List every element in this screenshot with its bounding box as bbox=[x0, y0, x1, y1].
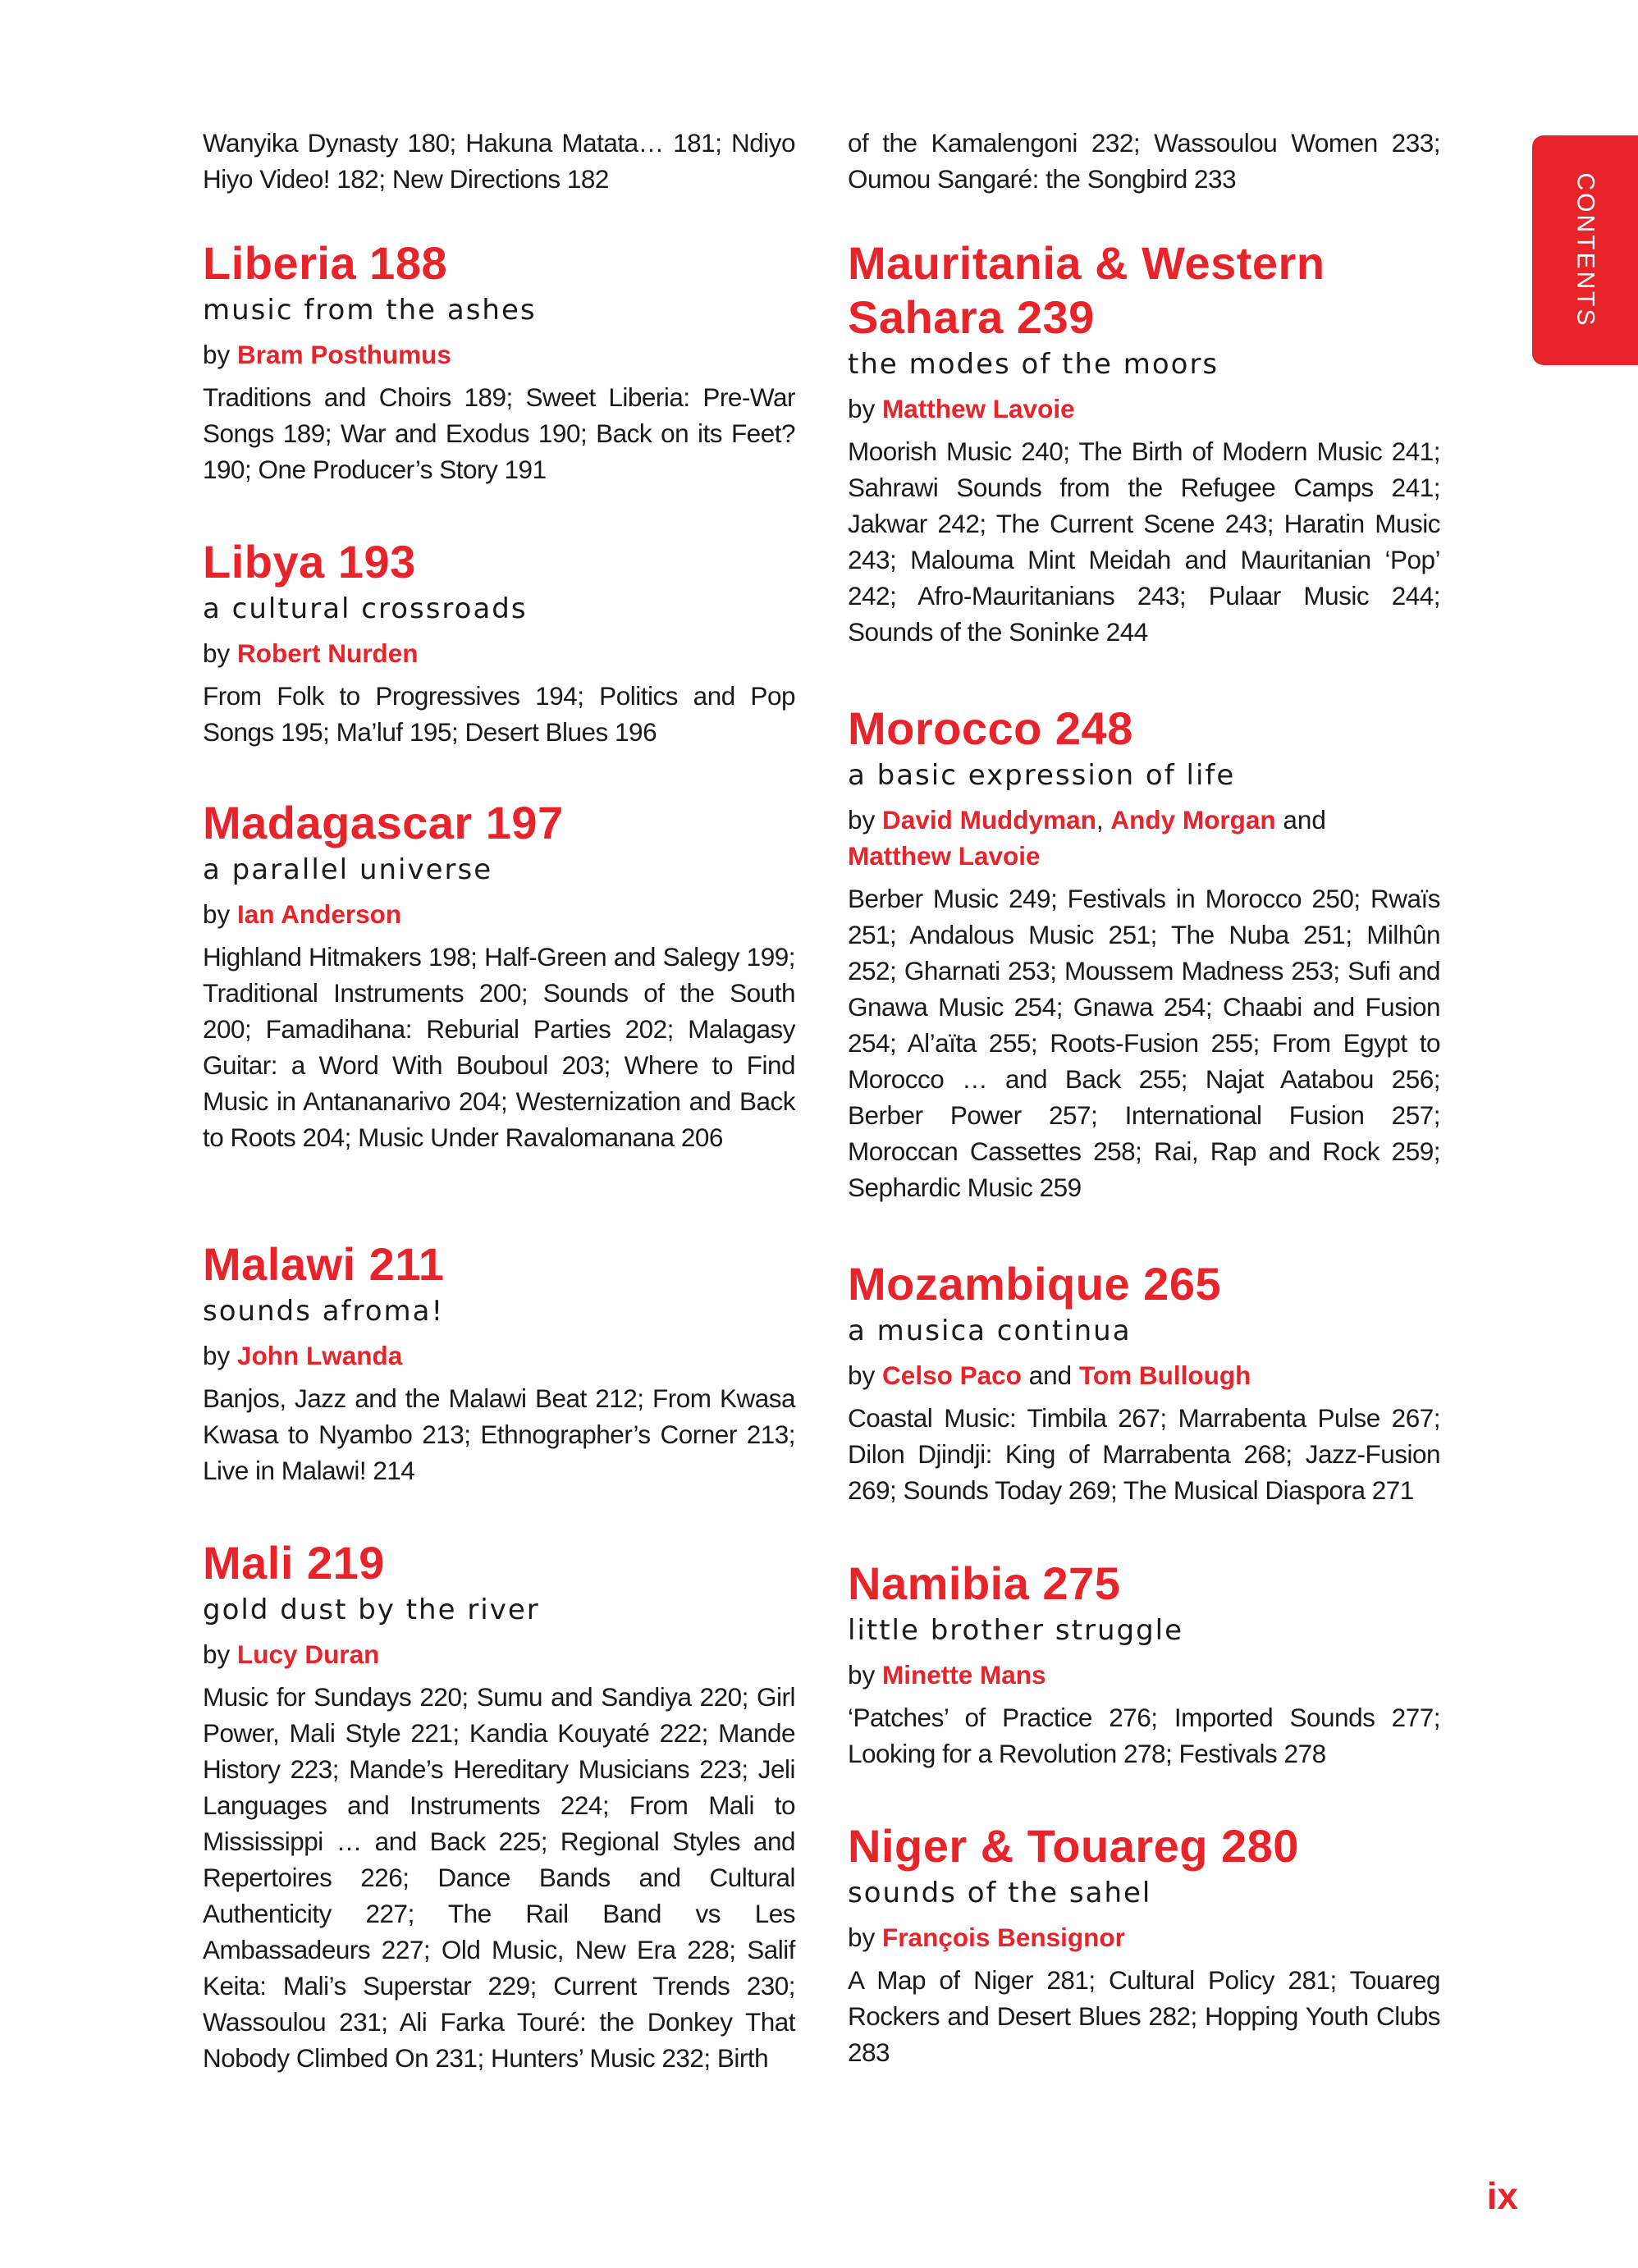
byline bbox=[203, 635, 795, 671]
author-name: David Muddyman bbox=[882, 805, 1096, 834]
chapter-contents: A Map of Niger 281; Cultural Policy 281; Touareg Rockers and Desert Blues 282; Hopping Youth Clubs 283 bbox=[848, 1965, 1440, 2067]
entry-madagascar bbox=[203, 796, 795, 1155]
page-number: ix bbox=[1486, 2174, 1518, 2217]
author-name: Andy Morgan bbox=[1110, 805, 1276, 834]
by-label: by bbox=[203, 340, 231, 369]
chapter-title[interactable]: Morocco 248 bbox=[848, 702, 1133, 754]
chapter-title[interactable] bbox=[848, 236, 1440, 345]
entry-malawi bbox=[203, 1237, 795, 1488]
chapter-title[interactable]: Namibia 275 bbox=[848, 1557, 1121, 1609]
author-name: Celso Paco bbox=[882, 1360, 1022, 1390]
chapter-subtitle: sounds afroma! bbox=[203, 1295, 445, 1328]
author-name: Matthew Lavoie bbox=[848, 841, 1041, 871]
chapter-title[interactable]: Libya 193 bbox=[203, 536, 416, 588]
entry-namibia bbox=[848, 1557, 1440, 1772]
entry-mali bbox=[203, 1536, 795, 2076]
by-label: by bbox=[848, 394, 876, 423]
author-name: Tom Bullough bbox=[1078, 1360, 1251, 1390]
entry-niger-touareg bbox=[848, 1819, 1440, 2070]
chapter-contents: From Folk to Progressives 194; Politics and Pop Songs 195; Ma’luf 195; Desert Blues 196 bbox=[203, 681, 795, 747]
author-name: John Lwanda bbox=[237, 1341, 403, 1370]
entry-morocco bbox=[848, 702, 1440, 1205]
chapter-subtitle: music from the ashes bbox=[203, 294, 537, 327]
chapter-title[interactable]: Niger & Touareg 280 bbox=[848, 1820, 1299, 1872]
chapter-subtitle: little brother struggle bbox=[848, 1614, 1184, 1647]
chapter-subtitle: sounds of the sahel bbox=[848, 1877, 1152, 1909]
author-name: Bram Posthumus bbox=[237, 340, 451, 369]
entry-libya bbox=[203, 535, 795, 750]
continued-contents: Wanyika Dynasty 180; Hakuna Matata… 181; Ndiyo Hiyo Video! 182; New Directions 182 bbox=[203, 128, 795, 194]
contents-tab[interactable] bbox=[1532, 135, 1638, 365]
by-label: by bbox=[203, 899, 231, 929]
byline bbox=[203, 336, 795, 373]
byline bbox=[203, 896, 795, 932]
author-name: François Bensignor bbox=[882, 1923, 1125, 1952]
byline bbox=[203, 1337, 795, 1374]
author-name: Ian Anderson bbox=[237, 899, 402, 929]
chapter-title-line-1: Mauritania & Western bbox=[848, 237, 1325, 289]
by-label: by bbox=[848, 805, 876, 834]
chapter-title-line-2: Sahara 239 bbox=[848, 291, 1095, 343]
byline bbox=[848, 802, 1440, 874]
chapter-contents: Traditions and Choirs 189; Sweet Liberia: Pre-War Songs 189; War and Exodus 190; Back on its Feet? 190; One Producer’s Story 191 bbox=[203, 382, 795, 484]
byline bbox=[203, 1636, 795, 1672]
by-label: by bbox=[848, 1923, 876, 1952]
by-label: by bbox=[203, 1639, 231, 1669]
by-label: by bbox=[203, 638, 231, 668]
and-label: and bbox=[1028, 1360, 1073, 1390]
chapter-contents: Coastal Music: Timbila 267; Marrabenta Pulse 267; Dilon Djindji: King of Marrabenta 268; Jazz-Fusion 269; Sounds Today 269; The Musical Diaspora 271 bbox=[848, 1403, 1440, 1505]
byline bbox=[848, 391, 1440, 427]
author-name: Robert Nurden bbox=[237, 638, 419, 668]
by-label: by bbox=[848, 1660, 876, 1690]
chapter-subtitle: a cultural crossroads bbox=[203, 592, 528, 625]
chapter-title[interactable]: Malawi 211 bbox=[203, 1238, 445, 1290]
contents-tab-label: CONTENTS bbox=[1572, 172, 1599, 328]
byline bbox=[848, 1357, 1440, 1393]
by-label: by bbox=[203, 1341, 231, 1370]
chapter-contents: Music for Sundays 220; Sumu and Sandiya 220; Girl Power, Mali Style 221; Kandia Kouyaté 222; Mande History 223; Mande’s Hereditary Musicians 223; Jeli Languages and Instruments 224; From Mali to Mississippi … and Back 225; Regional Styles and Repertoires 226; Dance Bands and Cultural Authenticity 227; The Rail Band vs Les Ambassadeurs 227; Old Music, New Era 228; Salif Keita: Mali’s Superstar 229; Current Trends 230; Wassoulou 231; Ali Farka Touré: the Donkey That Nobody Climbed On 231; Hunters’ Music 232; Birth bbox=[203, 1682, 795, 2073]
author-name: Minette Mans bbox=[882, 1660, 1046, 1690]
chapter-contents: ‘Patches’ of Practice 276; Imported Sounds 277; Looking for a Revolution 278; Festivals 278 bbox=[848, 1703, 1440, 1768]
chapter-title[interactable]: Mali 219 bbox=[203, 1537, 385, 1589]
by-label: by bbox=[848, 1360, 876, 1390]
chapter-subtitle: the modes of the moors bbox=[848, 348, 1219, 381]
chapter-contents: Highland Hitmakers 198; Half-Green and Salegy 199; Traditional Instruments 200; Sounds of the South 200; Famadihana: Reburial Parties 202; Malagasy Guitar: a Word With Bouboul 203; Where to Find Music in Antananarivo 204; Westernization and Back to Roots 204; Music Under Ravalomanana 206 bbox=[203, 942, 795, 1152]
author-separator: , bbox=[1096, 805, 1104, 834]
byline bbox=[848, 1919, 1440, 1955]
byline bbox=[848, 1657, 1440, 1693]
continued-contents: of the Kamalengoni 232; Wassoulou Women 233; Oumou Sangaré: the Songbird 233 bbox=[848, 128, 1440, 194]
chapter-subtitle: gold dust by the river bbox=[203, 1594, 540, 1626]
chapter-title[interactable]: Liberia 188 bbox=[203, 237, 448, 289]
chapter-contents: Berber Music 249; Festivals in Morocco 250; Rwaïs 251; Andalous Music 251; The Nuba 251; Milhûn 252; Gharnati 253; Moussem Madness 253; Sufi and Gnawa Music 254; Gnawa 254; Chaabi and Fusion 254; Al’aïta 255; Roots-Fusion 255; From Egypt to Morocco … and Back 255; Najat Aatabou 256; Berber Power 257; International Fusion 257; Moroccan Cassettes 258; Rai, Rap and Rock 259; Sephardic Music 259 bbox=[848, 884, 1440, 1202]
entry-liberia bbox=[203, 236, 795, 487]
author-name: Matthew Lavoie bbox=[882, 394, 1075, 423]
author-name: Lucy Duran bbox=[237, 1639, 380, 1669]
entry-mauritania bbox=[848, 236, 1440, 650]
chapter-title[interactable]: Mozambique 265 bbox=[848, 1258, 1222, 1310]
chapter-contents: Moorish Music 240; The Birth of Modern Music 241; Sahrawi Sounds from the Refugee Camps 241; Jakwar 242; The Current Scene 243; Haratin Music 243; Malouma Mint Meidah and Mauritanian ‘Pop’ 242; Afro-Mauritanians 243; Pulaar Music 244; Sounds of the Soninke 244 bbox=[848, 437, 1440, 647]
chapter-subtitle: a musica continua bbox=[848, 1315, 1132, 1347]
and-label: and bbox=[1283, 805, 1326, 834]
chapter-contents: Banjos, Jazz and the Malawi Beat 212; From Kwasa Kwasa to Nyambo 213; Ethnographer’s Corner 213; Live in Malawi! 214 bbox=[203, 1383, 795, 1485]
chapter-title[interactable]: Madagascar 197 bbox=[203, 797, 564, 848]
entry-mozambique bbox=[848, 1257, 1440, 1508]
chapter-subtitle: a parallel universe bbox=[203, 853, 493, 886]
chapter-subtitle: a basic expression of life bbox=[848, 759, 1236, 792]
